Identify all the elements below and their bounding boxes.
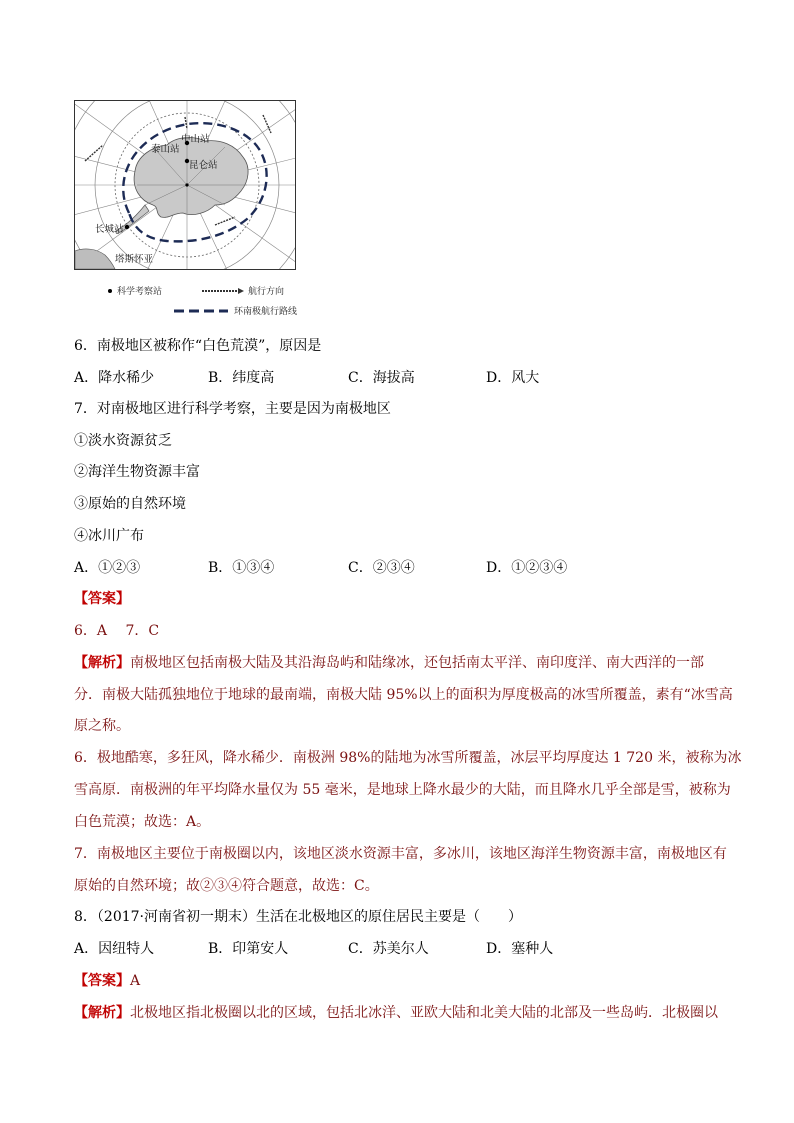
- analysis-line-3: 原之称。: [74, 718, 130, 734]
- q8-option-a: A．因纽特人: [74, 941, 155, 957]
- map-graphic: [75, 101, 295, 269]
- q7-option-c: C．②③④: [348, 560, 415, 576]
- q7-item-4: ④冰川广布: [74, 528, 144, 544]
- label-zhongshan-station: 中山站: [181, 134, 210, 145]
- antarctic-route-map: [74, 100, 296, 328]
- answer-2-line: [74, 972, 140, 990]
- expl6-line-1: 6．极地酷寒，多狂风，降水稀少．南极洲 98%的陆地为冰雪所覆盖，冰层平均厚度达 1 720 米，被称为冰: [74, 750, 742, 766]
- q8-option-d: D．塞种人: [486, 941, 554, 957]
- question-7-stem: 7．对南极地区进行科学考察，主要是因为南极地区: [74, 401, 391, 417]
- direction-arrow-icon: [202, 288, 244, 294]
- q7-item-2: ②海洋生物资源丰富: [74, 464, 200, 480]
- analysis-line-1: [74, 654, 704, 672]
- answer-2-tag: 【答案】: [74, 973, 130, 989]
- q6-option-d: D．风大: [486, 370, 540, 386]
- analysis-2-tag: 【解析】: [74, 1005, 130, 1021]
- map-frame: [74, 100, 296, 270]
- q7-option-d: D．①②③④: [486, 560, 568, 576]
- legend-station-label: 科学考察站: [117, 287, 163, 297]
- legend-direction-label: 航行方向: [248, 287, 285, 297]
- q8-option-b: B．印第安人: [208, 941, 289, 957]
- station-dot-icon: [108, 289, 112, 293]
- analysis-2-line-1: [74, 1004, 718, 1022]
- analysis-tag: 【解析】: [74, 655, 130, 671]
- answer-2-text: A: [130, 973, 141, 989]
- legend-route: [174, 304, 297, 317]
- q8-option-c: C．苏美尔人: [348, 941, 429, 957]
- expl7-line-1: 7．南极地区主要位于南极圈以内，该地区淡水资源丰富，多冰川，该地区海洋生物资源丰富，南极地区有: [74, 846, 727, 862]
- q6-option-c: C．海拔高: [348, 370, 415, 386]
- q6-option-a: A．降水稀少: [74, 370, 155, 386]
- expl6-line-3: 白色荒漠；故选：A。: [74, 814, 211, 830]
- route-line-icon: [174, 308, 228, 314]
- expl7-line-2: 原始的自然环境；故②③④符合题意，故选：C。: [74, 878, 379, 894]
- expl6-line-2: 雪高原．南极洲的年平均降水量仅为 55 毫米，是地球上降水最少的大陆，而且降水几乎全部是雪，被称为: [74, 782, 731, 798]
- q6-option-b: B．纬度高: [208, 370, 275, 386]
- analysis-line-2: 分．南极大陆孤独地位于地球的最南端，南极大陆 95%以上的面积为厚度极高的冰雪所覆盖，素有“冰雪高: [74, 687, 733, 703]
- q7-option-b: B．①③④: [208, 560, 275, 576]
- answer-text: 6．A 7．C: [74, 623, 160, 639]
- q7-item-1: ①淡水资源贫乏: [74, 433, 172, 449]
- analysis-2-text-1: 北极地区指北极圈以北的区域，包括北冰洋、亚欧大陆和北美大陆的北部及一些岛屿．北极圈以: [130, 1005, 718, 1021]
- label-taishan-station: 泰山站: [151, 144, 180, 155]
- label-kunlun-station: 昆仑站: [189, 160, 218, 171]
- q7-option-a: A．①②③: [74, 560, 141, 576]
- q7-item-3: ③原始的自然环境: [74, 496, 186, 512]
- legend-direction: [202, 284, 284, 297]
- analysis-text-1: 南极地区包括南极大陆及其沿海岛屿和陆缘冰，还包括南太平洋、南印度洋、南大西洋的一部: [130, 655, 704, 671]
- legend-station: [108, 284, 162, 297]
- question-6-stem: 6．南极地区被称作“白色荒漠”，原因是: [74, 338, 322, 354]
- legend-route-label: 环南极航行路线: [234, 307, 298, 317]
- question-8-stem: 8．（2017·河南省初一期末）生活在北极地区的原住居民主要是（ ）: [74, 909, 522, 925]
- answer-tag: 【答案】: [74, 591, 130, 607]
- label-changcheng-station: 长城站: [95, 224, 124, 235]
- label-tasmania: 塔斯怀亚: [115, 254, 154, 265]
